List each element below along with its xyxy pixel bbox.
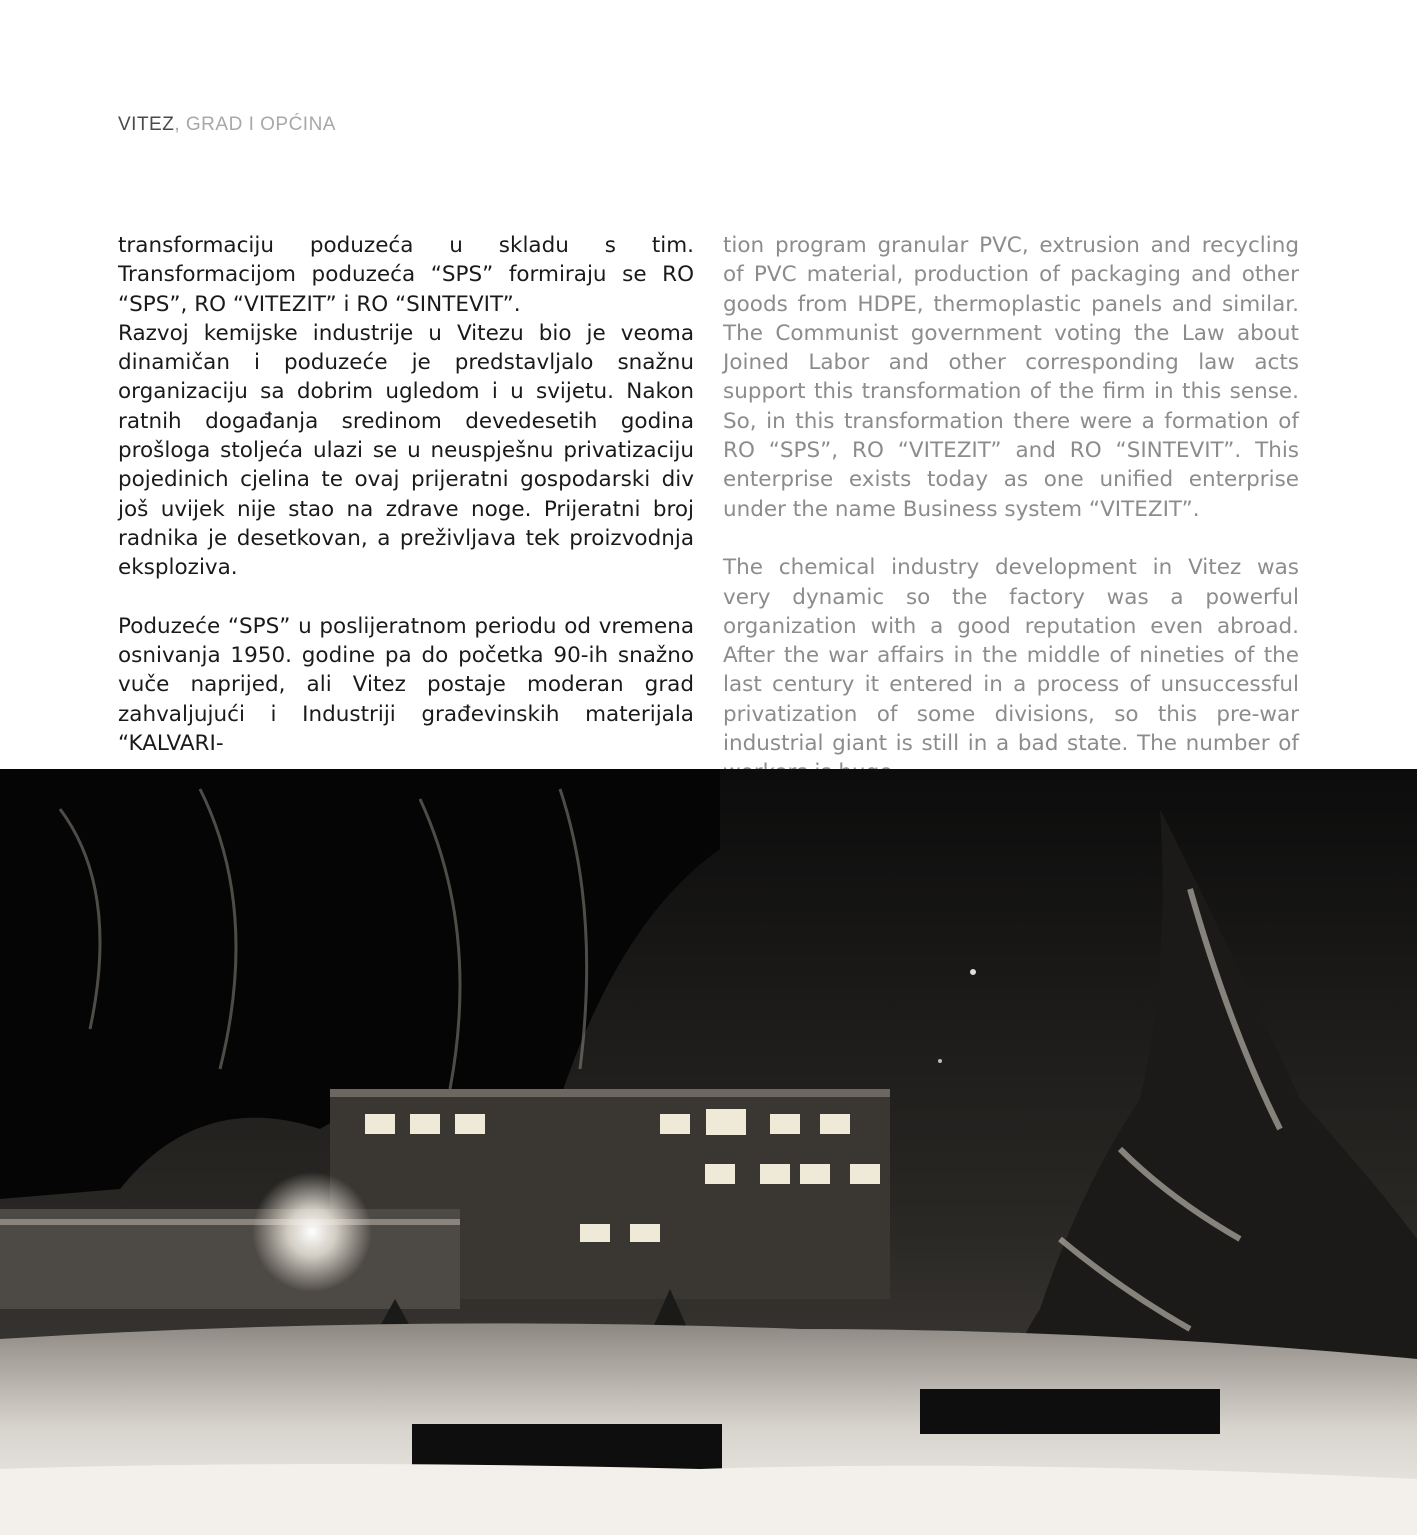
paragraph: The chemical industry development in Vitez was very dynamic so the factory was a powerful organization with a good reputation even abroad. After the war affairs in the middle of nineties of the last century it entered in a process of unsuccessful privatization of some divisions, so this pre-war industrial giant is still in a bad state. The number of (723, 555, 1299, 757)
photo-illustration (0, 769, 1417, 1535)
paragraph: tion program granular PVC, extrusion and recycling of PVC material, production of packaging and other goods from HDPE, thermoplastic panels and similar. The Communist government voting the Law about Joined Labor and other corresponding law acts support this transformation of the firm in this sense. So, in this transformation there were a formation of RO “SPS”, RO “VITEZIT” and RO “SINTEVIT”. This enterprise exists today as one unified enterprise under the name Business system “VITEZIT”. (723, 233, 1299, 522)
running-header (118, 114, 336, 136)
left-column-croatian (118, 231, 694, 758)
header-city: VITEZ (118, 114, 175, 135)
right-column-english (723, 231, 1299, 788)
night-winter-photo (0, 769, 1417, 1535)
paragraph: transformaciju poduzeća u skladu s tim. Transformacijom poduzeća “SPS” formiraju se RO “SPS”, RO “VITEZIT” i RO “SINTEVIT”. (118, 233, 694, 317)
paragraph: Poduzeće “SPS” u poslijeratnom periodu od vremena osnivanja 1950. godine pa do početka 90-ih snažno vuče naprijed, ali Vitez postaje moderan grad zahvaljujući i Industriji građevinskih materijala “KALVARI- (118, 613, 694, 757)
header-subtitle: , GRAD I OPĆINA (174, 114, 336, 135)
paragraph: Razvoj kemijske industrije u Vitezu bio je veoma dinamičan i poduzeće je predstavljalo snažnu organizaciju sa dobrim ugledom i u svijetu. Nakon ratnih događanja sredinom devedesetih godina prošloga stoljeća ulazi se u neuspješnu privatizaciju pojedinich cjelina te ovaj prijeratni gospodarski div još uvijek nije stao na zdrave noge. Prijeratni broj radnika je desetkovan, a preživljava tek proizvodnja eksploziva. (118, 320, 694, 581)
